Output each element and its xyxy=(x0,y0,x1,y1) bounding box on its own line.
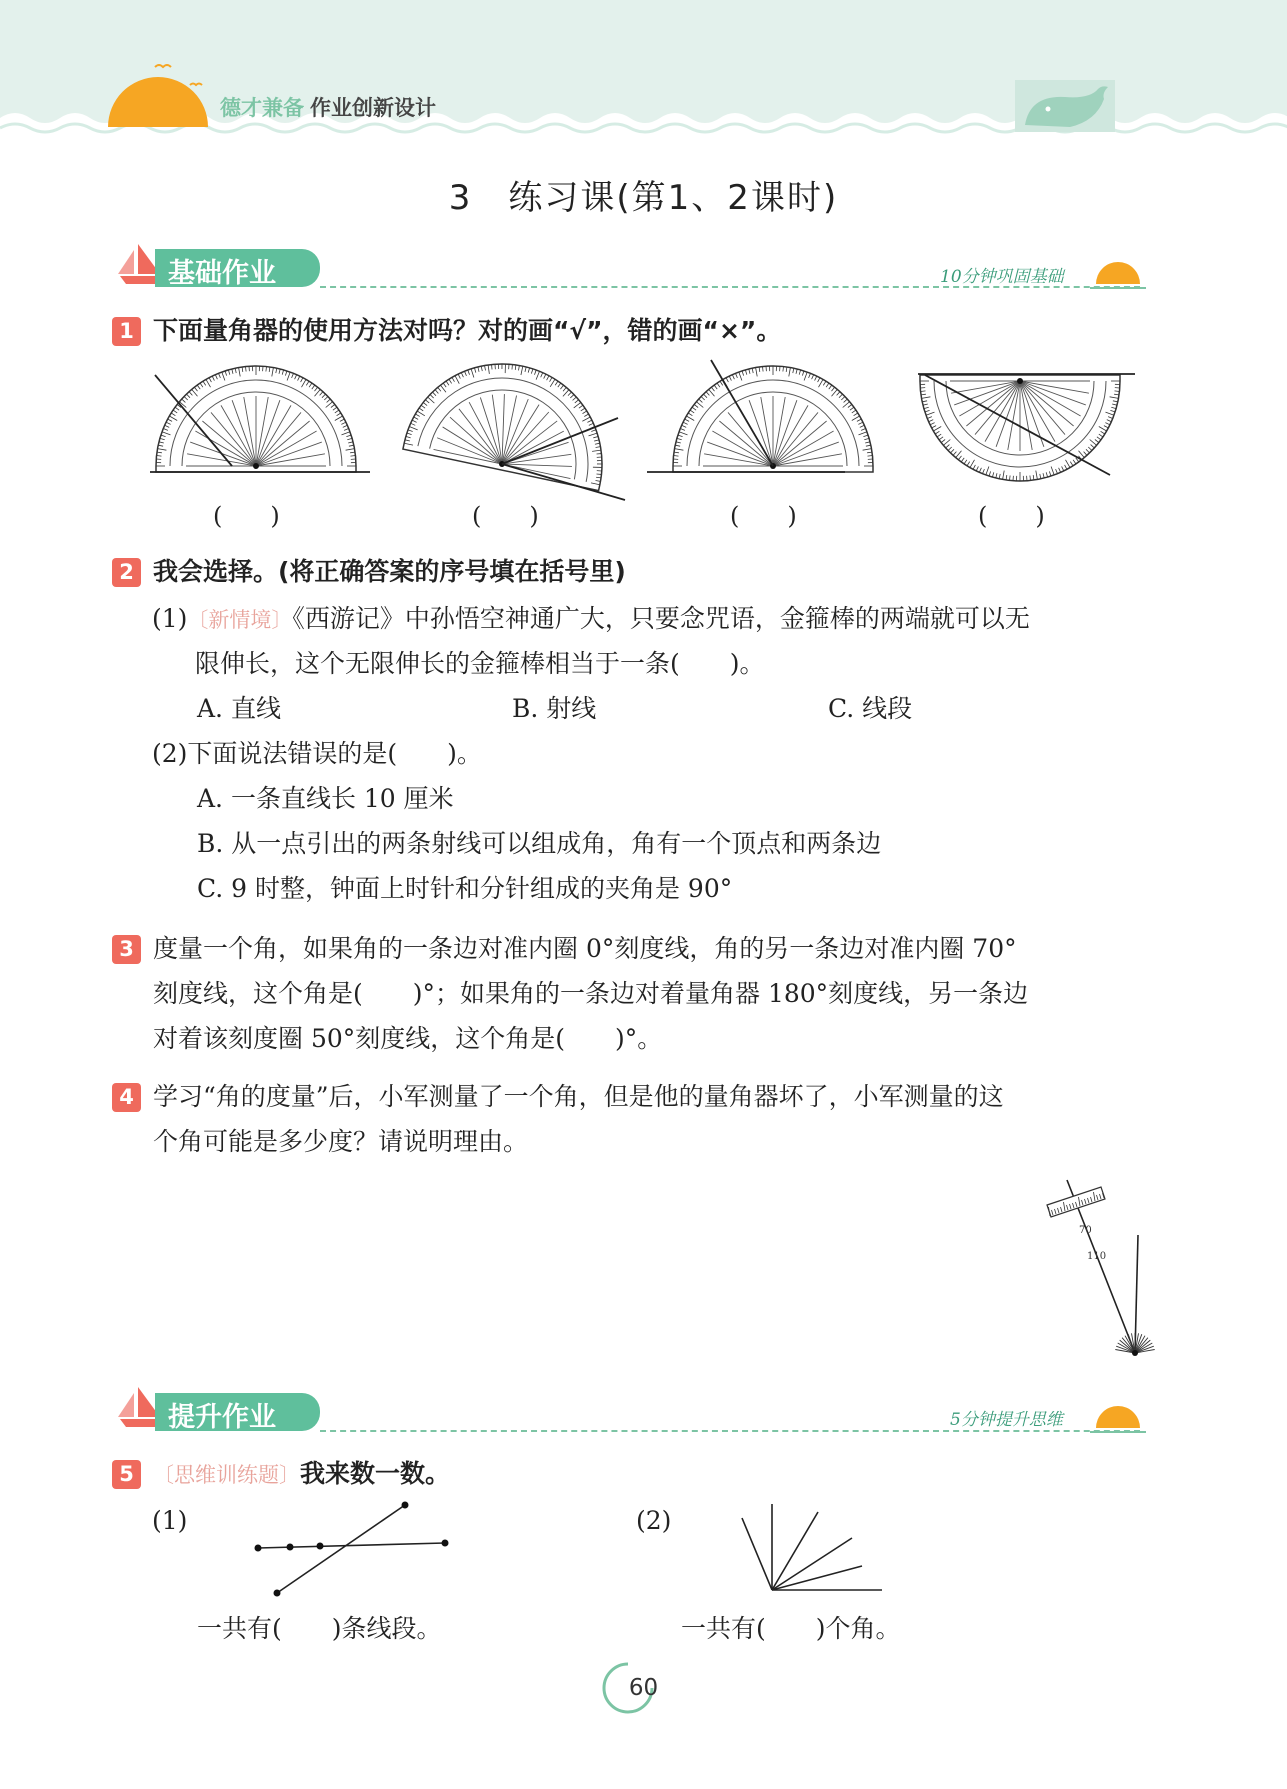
series-title-colored: 德才兼备 xyxy=(220,96,304,120)
broken-protractor-figure xyxy=(1035,1175,1155,1360)
whale-icon xyxy=(1010,75,1120,135)
option-1b[interactable]: B. 射线 xyxy=(512,694,597,723)
option-1c[interactable]: C. 线段 xyxy=(828,694,913,723)
small-sun-icon xyxy=(1090,254,1150,294)
line-segment-figure xyxy=(245,1495,460,1600)
lesson-title: 3 练习课(第1、2课时) xyxy=(448,178,839,218)
question-number-5: 5 xyxy=(112,1460,141,1489)
question-5-line xyxy=(153,1451,450,1498)
question-number-1: 1 xyxy=(112,317,141,346)
section-advanced-divider xyxy=(320,1430,1140,1432)
question-5-part-2-answer[interactable]: 一共有( )个角。 xyxy=(681,1614,901,1643)
answer-blank-1[interactable]: ( ) xyxy=(213,502,280,530)
answer-blank-3[interactable]: ( ) xyxy=(730,502,797,530)
angle-count-figure xyxy=(730,1500,885,1595)
question-5-part-2-label: (2) xyxy=(636,1506,672,1535)
protractor-figure-2 xyxy=(400,350,635,510)
question-3-line-2: 刻度线，这个角是( )°；如果角的一条边对着量角器 180°刻度线，另一条边 xyxy=(153,979,1029,1008)
question-3-line-3: 对着该刻度圈 50°刻度线，这个角是( )°。 xyxy=(153,1024,663,1053)
page-number: 60 xyxy=(628,1675,659,1701)
context-tag: 〔新情境〕 xyxy=(187,608,293,632)
series-title xyxy=(220,92,436,122)
protractor-figure-4 xyxy=(910,365,1140,500)
protractor-figure-1 xyxy=(150,360,375,480)
answer-blank-2[interactable]: ( ) xyxy=(472,502,539,530)
option-2b[interactable]: B. 从一点引出的两条射线可以组成角，角有一个顶点和两条边 xyxy=(197,829,882,858)
thinking-tag: 〔思维训练题〕 xyxy=(153,1463,300,1487)
question-2-part-1-text: 《西游记》中孙悟空神通广大，只要念咒语，金箍棒的两端就可以无 xyxy=(292,604,1030,633)
answer-blank-4[interactable]: ( ) xyxy=(978,502,1045,530)
protractor-figure-3 xyxy=(645,355,885,480)
question-5-part-1-label: (1) xyxy=(152,1506,188,1535)
small-sun-icon-2 xyxy=(1090,1398,1150,1438)
section-advanced-label: 提升作业 xyxy=(168,1402,276,1433)
question-number-4: 4 xyxy=(112,1083,141,1112)
question-2-part-2-text: (2)下面说法错误的是( )。 xyxy=(152,739,482,768)
option-2c[interactable]: C. 9 时整，钟面上时针和分针组成的夹角是 90° xyxy=(197,874,733,903)
question-1-text: 下面量角器的使用方法对吗？对的画“√”，错的画“×”。 xyxy=(153,316,782,345)
question-2-part-1-line-2: 限伸长，这个无限伸长的金箍棒相当于一条( )。 xyxy=(195,649,765,678)
option-2a[interactable]: A. 一条直线长 10 厘米 xyxy=(197,784,454,813)
sun-icon xyxy=(100,55,220,130)
question-5-part-1-answer[interactable]: 一共有( )条线段。 xyxy=(197,1614,442,1643)
question-5-text: 我来数一数。 xyxy=(300,1459,451,1488)
question-3-line-1: 度量一个角，如果角的一条边对准内圈 0°刻度线，角的另一条边对准内圈 70° xyxy=(153,934,1017,963)
section-basic-note: 10分钟巩固基础 xyxy=(940,267,1064,287)
question-4-line-1: 学习“角的度量”后，小军测量了一个角，但是他的量角器坏了，小军测量的这 xyxy=(153,1082,1004,1111)
broken-scale-label-70: 70 xyxy=(1079,1225,1092,1236)
broken-scale-label-110: 110 xyxy=(1087,1251,1107,1262)
question-2-part-1-prefix: (1) xyxy=(152,604,188,633)
series-title-plain: 作业创新设计 xyxy=(310,96,436,120)
question-number-3: 3 xyxy=(112,935,141,964)
question-number-2: 2 xyxy=(112,558,141,587)
question-4-line-2: 个角可能是多少度？请说明理由。 xyxy=(153,1127,529,1156)
question-2-text: 我会选择。(将正确答案的序号填在括号里) xyxy=(153,557,626,586)
question-2-part-1-line-1 xyxy=(152,596,1030,643)
section-basic-label: 基础作业 xyxy=(168,258,276,289)
section-advanced-note: 5分钟提升思维 xyxy=(950,1410,1063,1430)
option-1a[interactable]: A. 直线 xyxy=(197,694,281,723)
